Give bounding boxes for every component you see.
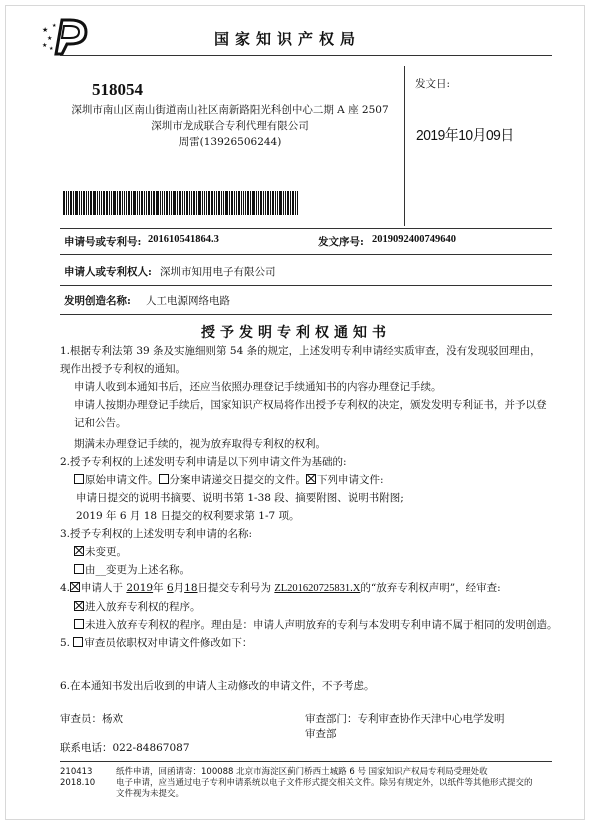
barcode-bar (160, 191, 161, 215)
barcode-bar (148, 191, 150, 215)
barcode-bar (287, 191, 289, 215)
barcode-bar (83, 191, 85, 215)
exam-dept-line-2: 审查部 (305, 728, 337, 740)
barcode-bar (73, 191, 74, 215)
opt-enter-waiver: 进入放弃专利权的程序。 (85, 601, 201, 613)
barcode-bar (162, 191, 163, 215)
barcode-bar (256, 191, 257, 215)
para-4-text-c: 月 (173, 582, 185, 594)
barcode-bar (231, 191, 233, 215)
barcode-bar (211, 191, 213, 215)
barcode-bar (234, 191, 235, 215)
barcode-bar (173, 191, 176, 215)
barcode-bar (283, 191, 284, 215)
barcode-bar (106, 191, 108, 215)
para-5-num: 5. (60, 637, 71, 649)
barcode-bar (297, 191, 298, 215)
checkbox-following-checked (306, 474, 316, 484)
opt-original: 原始申请文件。 (85, 474, 159, 486)
barcode-bar (156, 191, 159, 215)
barcode-bar (144, 191, 145, 215)
barcode-bar (182, 191, 183, 215)
checkbox-waiver-checked (70, 582, 80, 592)
footer-line-2: 电子申请，应当通过电子专利申请系统以电子文件形式提交相关文件。除另有规定外，以纸件等其他形式提交的 (116, 778, 533, 788)
checkbox-examiner-amend (73, 637, 83, 647)
notice-title: 授予发明专利权通知书 (201, 325, 391, 341)
barcode-bar (238, 191, 240, 215)
rule-3 (60, 285, 552, 286)
recipient-address: 深圳市南山区南山街道南山社区南新路阳光科创中心二期 A 座 2507 (71, 104, 389, 116)
postal-code: 518054 (92, 80, 143, 99)
barcode-bar (139, 191, 140, 215)
barcode-bar (86, 191, 87, 215)
barcode-bar (70, 191, 72, 215)
app-no-value: 201610541864.3 (148, 234, 219, 245)
barcode-bar (137, 191, 138, 215)
cnipa-logo (40, 16, 92, 56)
issue-date: 2019年10月09日 (416, 127, 514, 144)
office-name: 国家知识产权局 (214, 30, 362, 48)
svg-text:★: ★ (42, 42, 48, 49)
opt-divisional: 分案申请递交日提交的文件。 (169, 474, 306, 486)
para-4-text-b: 年 (153, 582, 164, 594)
checkbox-not-enter-waiver (74, 619, 84, 629)
docs-line-1: 申请日提交的说明书摘要、说明书第 1-38 段、摘要附图、说明书附图; (76, 492, 404, 504)
barcode-bar (267, 191, 269, 215)
barcode-bar (171, 191, 172, 215)
para-6: 6.在本通知书发出后收到的申请人主动修改的申请文件，不予考虑。 (60, 680, 375, 692)
barcode-bar (208, 191, 210, 215)
svg-text:★: ★ (42, 26, 49, 34)
barcode-bar (243, 191, 244, 215)
barcode-bar (191, 191, 192, 215)
barcode-bar (218, 191, 220, 215)
notice-body (60, 342, 558, 695)
barcode-bar (97, 191, 98, 215)
barcode-bar (141, 191, 143, 215)
app-no-label: 申请号或专利号: (64, 236, 142, 248)
barcode-bar (265, 191, 266, 215)
barcode-bar (270, 191, 271, 215)
para-1: 1.根据专利法第 39 条及实施细则第 54 条的规定，上述发明专利申请经实质审查，没有发现驳回理由，现作出授予专利权的通知。 (60, 345, 541, 375)
opt-following: 下列申请文件: (317, 474, 384, 486)
barcode-bar (151, 191, 152, 215)
svg-text:★: ★ (47, 35, 53, 42)
barcode-bar (124, 191, 125, 215)
doc-serial-label: 发文序号: (318, 236, 364, 248)
barcode-bar (133, 191, 136, 215)
barcode-bar (258, 191, 259, 215)
checkbox-original (74, 474, 84, 484)
checkbox-unchanged-checked (74, 546, 84, 556)
barcode-bar (128, 191, 130, 215)
barcode-bar (241, 191, 242, 215)
barcode-bar (81, 191, 82, 215)
barcode-bar (79, 191, 80, 215)
barcode-bar (204, 191, 205, 215)
para-3: 3.授予专利权的上述发明专利申请的名称: (60, 528, 253, 540)
barcode-bar (99, 191, 100, 215)
barcode-bar (103, 191, 105, 215)
barcode-bar (126, 191, 127, 215)
barcode-bar (290, 191, 291, 215)
invention-label: 发明创造名称: (64, 295, 131, 307)
barcode-bar (216, 191, 217, 215)
form-code: 210413 (60, 767, 93, 777)
barcode-bar (109, 191, 110, 215)
barcode-bar (260, 191, 262, 215)
para-1b: 申请人按期办理登记手续后，国家知识产权局将作出授予专利权的决定，颁发发明专利证书，并予以登记和公告。 (74, 399, 547, 429)
barcode-bar (117, 191, 118, 215)
opt-unchanged: 未变更。 (85, 546, 127, 558)
barcode-bar (119, 191, 121, 215)
barcode-bar (113, 191, 116, 215)
barcode-bar (236, 191, 237, 215)
barcode-bar (68, 191, 69, 215)
barcode-bar (66, 191, 67, 215)
rule-4 (60, 314, 552, 315)
checkbox-divisional (159, 474, 169, 484)
barcode-bar (223, 191, 224, 215)
para-4-text-e: 的“放弃专利权声明”，经审查: (360, 582, 501, 594)
waiver-year: 2019 (126, 582, 154, 594)
svg-text:★: ★ (49, 46, 54, 52)
para-4-text-a: 申请人于 (81, 582, 124, 594)
waiver-day: 18 (184, 582, 198, 594)
opt-not-enter-waiver: 未进入放弃专利权的程序。理由是：申请人声明放弃的专利与本发明专利申请不属于相同的发明创造。 (85, 619, 558, 631)
recipient-agency: 深圳市龙成联合专利代理有限公司 (151, 120, 309, 132)
barcode-bar (225, 191, 228, 215)
svg-text:★: ★ (52, 23, 57, 29)
address-divider (404, 66, 405, 226)
barcode-bar (75, 191, 78, 215)
barcode-bar (272, 191, 274, 215)
barcode-bar (122, 191, 123, 215)
footer-line-1: 纸件申请，回函请寄：100088 北京市海淀区蓟门桥西土城路 6 号 国家知识产权局专利局受理处收 (116, 767, 488, 777)
barcode-bar (196, 191, 197, 215)
barcode-bar (179, 191, 181, 215)
barcode-bar (88, 191, 89, 215)
barcode-bar (292, 191, 294, 215)
barcode-bar (146, 191, 147, 215)
barcode-bar (250, 191, 251, 215)
barcode-bar (101, 191, 102, 215)
barcode-bar (93, 191, 96, 215)
barcode-bar (229, 191, 230, 215)
doc-serial-value: 2019092400749640 (372, 234, 456, 245)
barcode-bar (279, 191, 282, 215)
barcode (63, 191, 383, 215)
rule-1 (60, 228, 552, 229)
rule-2 (60, 254, 552, 255)
para-5: 审查员依职权对申请文件修改如下： (84, 637, 253, 649)
recipient-agent: 周雷(13926506244) (178, 136, 282, 148)
waiver-patent-no: ZL201620725831.X (274, 583, 361, 594)
waiver-month: 6 (166, 582, 174, 594)
docs-line-2: 2019 年 6 月 18 日提交的权利要求第 1-7 项。 (76, 510, 300, 522)
para-2: 2.授予专利权的上述发明专利申请是以下列申请文件为基础的: (60, 456, 347, 468)
barcode-bar (247, 191, 249, 215)
barcode-bar (90, 191, 92, 215)
opt-changed: 由__变更为上述名称。 (85, 564, 190, 576)
barcode-bar (63, 191, 65, 215)
barcode-bar (164, 191, 165, 215)
barcode-bar (153, 191, 155, 215)
exam-dept-line-1: 审查部门：专利审查协作天津中心电学发明 (305, 713, 505, 725)
para-1c: 期满未办理登记手续的，视为放弃取得专利权的权利。 (74, 438, 326, 450)
barcode-bar (193, 191, 195, 215)
barcode-bar (186, 191, 188, 215)
para-1a: 申请人收到本通知书后，还应当依照办理登记手续通知书的内容办理登记手续。 (74, 381, 442, 393)
barcode-bar (277, 191, 278, 215)
examiner-name: 审查员：杨欢 (60, 713, 123, 725)
barcode-bar (263, 191, 264, 215)
contact-phone: 联系电话：022-84867087 (60, 742, 190, 754)
applicant-label: 申请人或专利权人: (64, 266, 152, 278)
para-4-text-d: 日提交专利号为 (197, 582, 272, 594)
barcode-bar (214, 191, 215, 215)
para-4-num: 4. (60, 582, 71, 594)
barcode-bar (275, 191, 276, 215)
barcode-bar (177, 191, 178, 215)
barcode-bar (189, 191, 190, 215)
checkbox-changed (74, 564, 84, 574)
applicant-value: 深圳市知用电子有限公司 (160, 266, 276, 278)
barcode-bar (131, 191, 132, 215)
footer-rule (60, 761, 552, 762)
header-rule (60, 55, 552, 56)
barcode-bar (202, 191, 203, 215)
barcode-bar (245, 191, 246, 215)
invention-value: 人工电源网络电路 (146, 295, 230, 307)
barcode-bar (111, 191, 112, 215)
barcode-bar (221, 191, 222, 215)
barcode-bar (166, 191, 168, 215)
barcode-bar (295, 191, 296, 215)
form-version: 2018.10 (60, 778, 96, 788)
barcode-bar (252, 191, 255, 215)
barcode-bar (285, 191, 286, 215)
issue-date-label: 发文日: (415, 78, 451, 90)
barcode-bar (198, 191, 201, 215)
barcode-bar (169, 191, 170, 215)
barcode-bar (184, 191, 185, 215)
footer-line-3: 文件视为未提交。 (116, 789, 185, 799)
checkbox-enter-waiver-checked (74, 601, 84, 611)
barcode-bar (206, 191, 207, 215)
